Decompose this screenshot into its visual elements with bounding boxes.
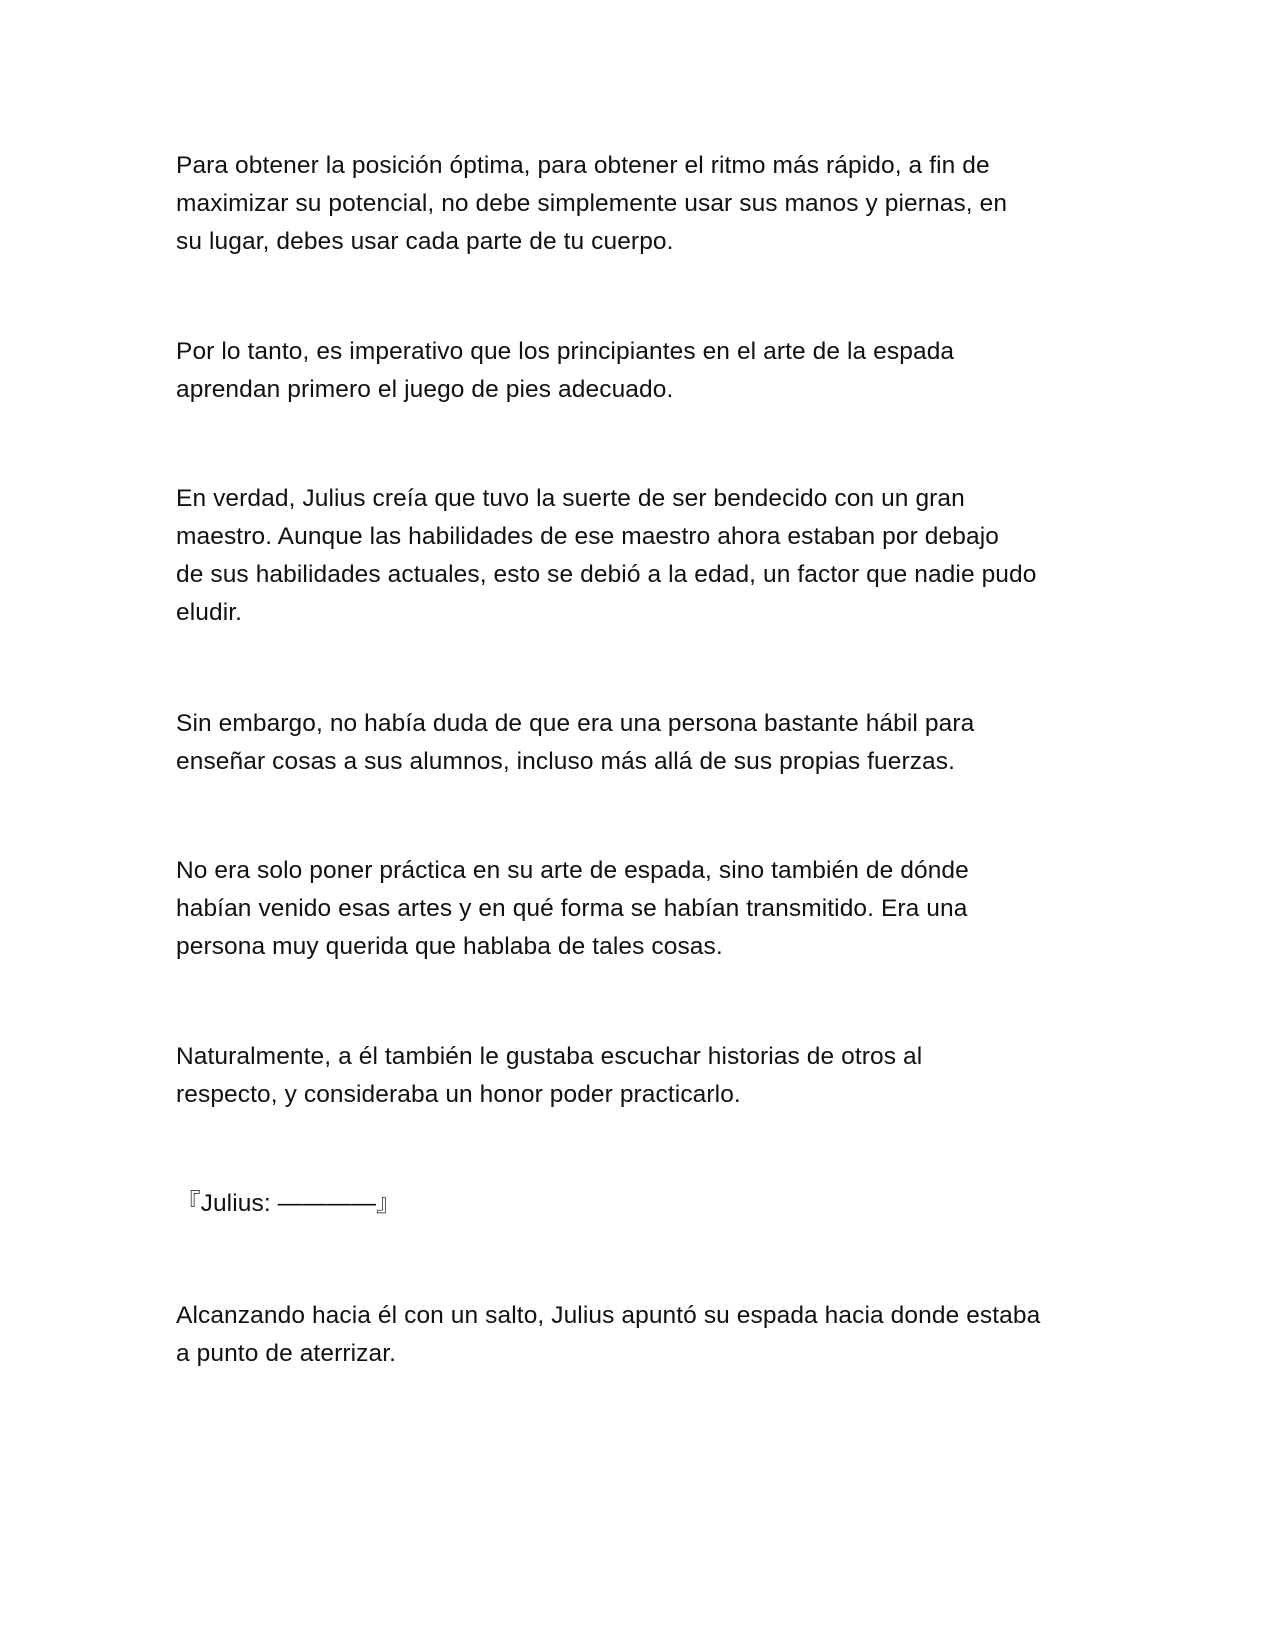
paragraph-line: su lugar, debes usar cada parte de tu cuerpo. xyxy=(176,228,674,255)
paragraph-1 xyxy=(176,147,1116,261)
paragraph-line: persona muy querida que hablaba de tales cosas. xyxy=(176,933,723,960)
paragraph-line: Sin embargo, no había duda de que era una persona bastante hábil para xyxy=(176,710,975,737)
dialogue-line xyxy=(176,1185,1116,1223)
paragraph-6 xyxy=(176,1038,1116,1114)
paragraph-line: enseñar cosas a sus alumnos, incluso más allá de sus propias fuerzas. xyxy=(176,748,956,775)
paragraph-line: 『Julius: ————』 xyxy=(176,1190,401,1217)
paragraph-8 xyxy=(176,1297,1116,1373)
paragraph-line: En verdad, Julius creía que tuvo la suerte de ser bendecido con un gran xyxy=(176,485,965,512)
paragraph-line: de sus habilidades actuales, esto se debió a la edad, un factor que nadie pudo xyxy=(176,561,1037,588)
paragraph-3 xyxy=(176,480,1116,632)
paragraph-line: Por lo tanto, es imperativo que los principiantes en el arte de la espada xyxy=(176,338,955,365)
paragraph-line: Naturalmente, a él también le gustaba escuchar historias de otros al xyxy=(176,1043,923,1070)
paragraph-line: habían venido esas artes y en qué forma se habían transmitido. Era una xyxy=(176,895,968,922)
paragraph-line: No era solo poner práctica en su arte de espada, sino también de dónde xyxy=(176,857,969,884)
paragraph-line: eludir. xyxy=(176,599,243,626)
paragraph-line: maestro. Aunque las habilidades de ese maestro ahora estaban por debajo xyxy=(176,523,999,550)
paragraph-5 xyxy=(176,852,1116,966)
paragraph-line: aprendan primero el juego de pies adecuado. xyxy=(176,376,674,403)
paragraph-line: a punto de aterrizar. xyxy=(176,1340,397,1367)
paragraph-2 xyxy=(176,333,1116,409)
paragraph-line: maximizar su potencial, no debe simplemente usar sus manos y piernas, en xyxy=(176,190,1008,217)
paragraph-line: Para obtener la posición óptima, para obtener el ritmo más rápido, a fin de xyxy=(176,152,990,179)
paragraph-4 xyxy=(176,705,1116,781)
paragraph-line: respecto, y consideraba un honor poder practicarlo. xyxy=(176,1081,741,1108)
paragraph-line: Alcanzando hacia él con un salto, Julius apuntó su espada hacia donde estaba xyxy=(176,1302,1041,1329)
